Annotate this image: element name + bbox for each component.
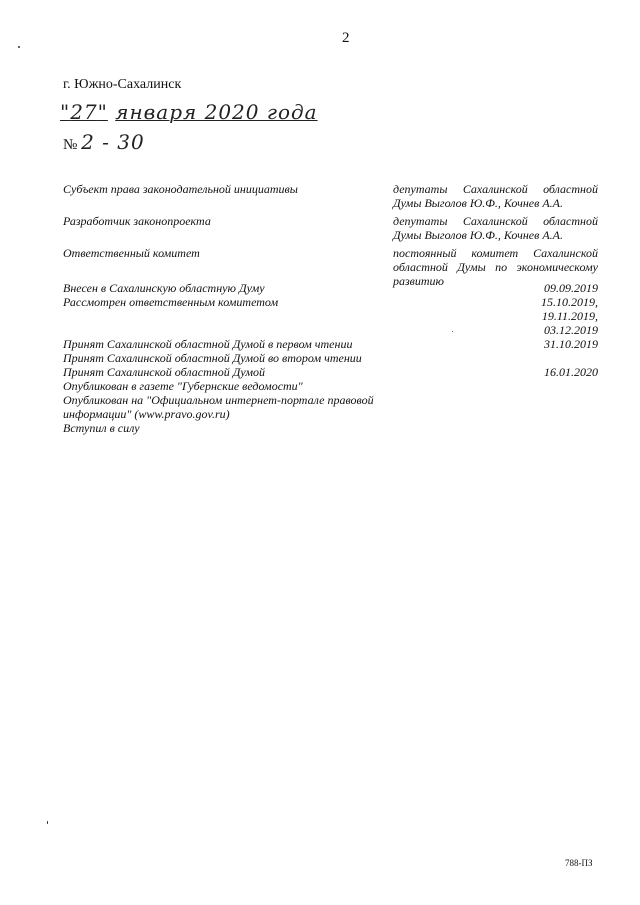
- history-dates: [448, 393, 598, 421]
- history-row: [63, 365, 598, 379]
- meta-label: Ответственный комитет: [63, 246, 200, 260]
- number-value: 2 - 30: [81, 130, 145, 154]
- history-row: [63, 337, 598, 351]
- meta-block: [63, 182, 598, 288]
- history-row: [63, 379, 598, 393]
- history-date: 31.10.2019: [544, 337, 598, 351]
- history-dates: [448, 351, 598, 365]
- page-number: 2: [342, 30, 350, 46]
- meta-value: депутаты Сахалинской областной Думы Выголов Ю.Ф., Кочнев А.А.: [393, 182, 598, 210]
- date-month-year: января 2020 года: [115, 100, 318, 124]
- date-quote-open: ": [60, 100, 71, 124]
- history-label: Принят Сахалинской областной Думой в первом чтении: [63, 337, 353, 351]
- history-label: Вступил в силу: [63, 421, 140, 435]
- meta-row: [63, 214, 598, 242]
- history-date: 15.10.2019,: [541, 295, 598, 309]
- handwritten-date: [60, 100, 318, 124]
- history-date: 09.09.2019: [544, 281, 598, 295]
- history-date: 19.11.2019,: [541, 309, 598, 323]
- meta-label: Субъект права законодательной инициативы: [63, 182, 298, 196]
- number-prefix: №: [63, 137, 78, 153]
- history-dates: [448, 281, 598, 295]
- document-number: [63, 130, 145, 154]
- history-row: [63, 295, 598, 337]
- history-row: [63, 393, 598, 421]
- city-line: г. Южно-Сахалинск: [63, 77, 182, 92]
- meta-value: постоянный комитет Сахалинской областной Думы по экономическому развитию: [393, 246, 598, 288]
- history-dates: [448, 379, 598, 393]
- history-block: [63, 281, 598, 435]
- date-quote-close: ": [97, 100, 108, 124]
- date-day: 27: [70, 100, 98, 124]
- meta-label: Разработчик законопроекта: [63, 214, 211, 228]
- history-row: [63, 281, 598, 295]
- history-label: Внесен в Сахалинскую областную Думу: [63, 281, 265, 295]
- history-date: 03.12.2019: [544, 323, 598, 337]
- scan-speck: [18, 46, 20, 48]
- history-label: Опубликован в газете "Губернские ведомости": [63, 379, 303, 393]
- history-label: Принят Сахалинской областной Думой: [63, 365, 266, 379]
- history-label: Принят Сахалинской областной Думой во втором чтении: [63, 351, 362, 365]
- scan-speck: [47, 821, 48, 824]
- meta-value: депутаты Сахалинской областной Думы Выголов Ю.Ф., Кочнев А.А.: [393, 214, 598, 242]
- history-dates: [448, 365, 598, 379]
- history-dates: [448, 337, 598, 351]
- document-code: 788-ПЗ: [565, 858, 593, 868]
- meta-row: [63, 182, 598, 210]
- history-date: 16.01.2020: [544, 365, 598, 379]
- history-label: Рассмотрен ответственным комитетом: [63, 295, 279, 309]
- history-dates: [448, 295, 598, 337]
- history-row: [63, 421, 598, 435]
- scan-speck: [452, 331, 453, 332]
- history-row: [63, 351, 598, 365]
- history-dates: [448, 421, 598, 435]
- history-label: Опубликован на "Официальном интернет-портале правовой информации" (www.pravo.gov.ru): [63, 393, 374, 421]
